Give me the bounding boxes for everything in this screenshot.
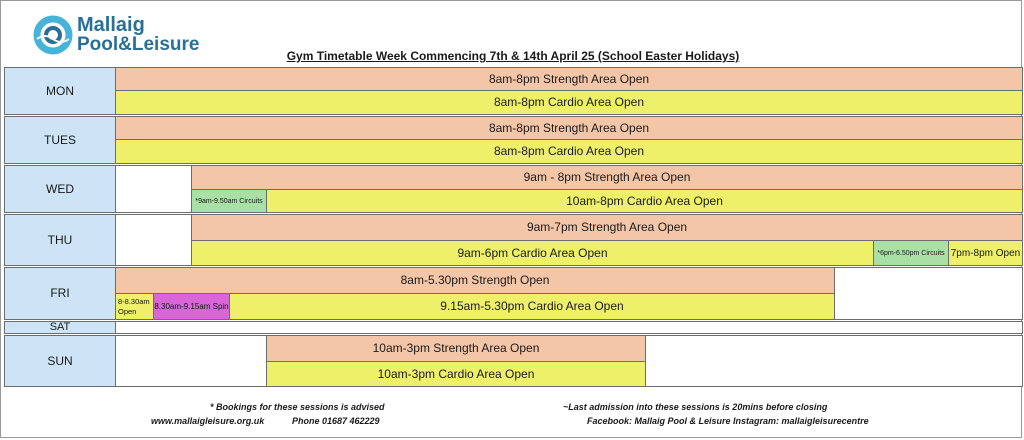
tues-strength-session: 8am-8pm Strength Area Open [115,116,1023,140]
day-mon: MON [4,67,116,115]
page-title: Gym Timetable Week Commencing 7th & 14th April 25 (School Easter Holidays) [286,49,740,63]
thu-cardio-late-session: 7pm-8pm Open [948,240,1023,266]
wed-strength-session: 9am - 8pm Strength Area Open [191,165,1023,190]
wed-cardio-session: 10am-8pm Cardio Area Open [266,189,1023,213]
day-wed: WED [4,165,116,213]
day-thu: THU [4,214,116,266]
wed-circuits-session: *9am-9.50am Circuits [191,189,267,213]
logo-line2: Pool&Leisure [77,34,200,55]
day-sat: SAT [4,321,116,334]
day-fri: FRI [4,267,116,320]
day-tues: TUES [4,116,116,164]
sun-strength-session: 10am-3pm Strength Area Open [266,335,646,362]
thu-empty-slot [115,214,192,266]
thu-strength-session: 9am-7pm Strength Area Open [191,214,1023,241]
sat-empty-row [115,321,1023,334]
sun-empty-slot-right [645,335,1023,387]
admission-note: ~Last admission into these sessions is 20mins before closing [563,402,828,412]
phone-number: Phone 01687 462229 [292,416,380,426]
bookings-note: * Bookings for these sessions is advised [210,402,385,412]
wed-empty-slot [115,165,192,213]
website-link[interactable]: www.mallaigleisure.org.uk [151,416,265,426]
footer [1,387,1021,439]
fri-cardio-session: 9.15am-5.30pm Cardio Area Open [229,293,835,320]
fri-early-session: 8-8.30am Open [115,293,154,320]
thu-circuits-session: *6pm-6.50pm Circuits [873,240,949,266]
sun-cardio-session: 10am-3pm Cardio Area Open [266,361,646,387]
sun-empty-slot-left [115,335,267,387]
fri-empty-slot [834,267,1023,320]
day-sun: SUN [4,335,116,387]
mon-strength-session: 8am-8pm Strength Area Open [115,67,1023,91]
thu-cardio-session: 9am-6pm Cardio Area Open [191,240,874,266]
social-handles: Facebook: Mallaig Pool & Leisure Instagram: mallaigleisurecentre [587,416,869,426]
fri-spin-session: 8.30am-9.15am Spin [153,293,230,320]
fri-strength-session: 8am-5.30pm Strength Open [115,267,835,294]
mon-cardio-session: 8am-8pm Cardio Area Open [115,90,1023,115]
logo-line1: Mallaig [77,14,145,36]
tues-cardio-session: 8am-8pm Cardio Area Open [115,139,1023,164]
